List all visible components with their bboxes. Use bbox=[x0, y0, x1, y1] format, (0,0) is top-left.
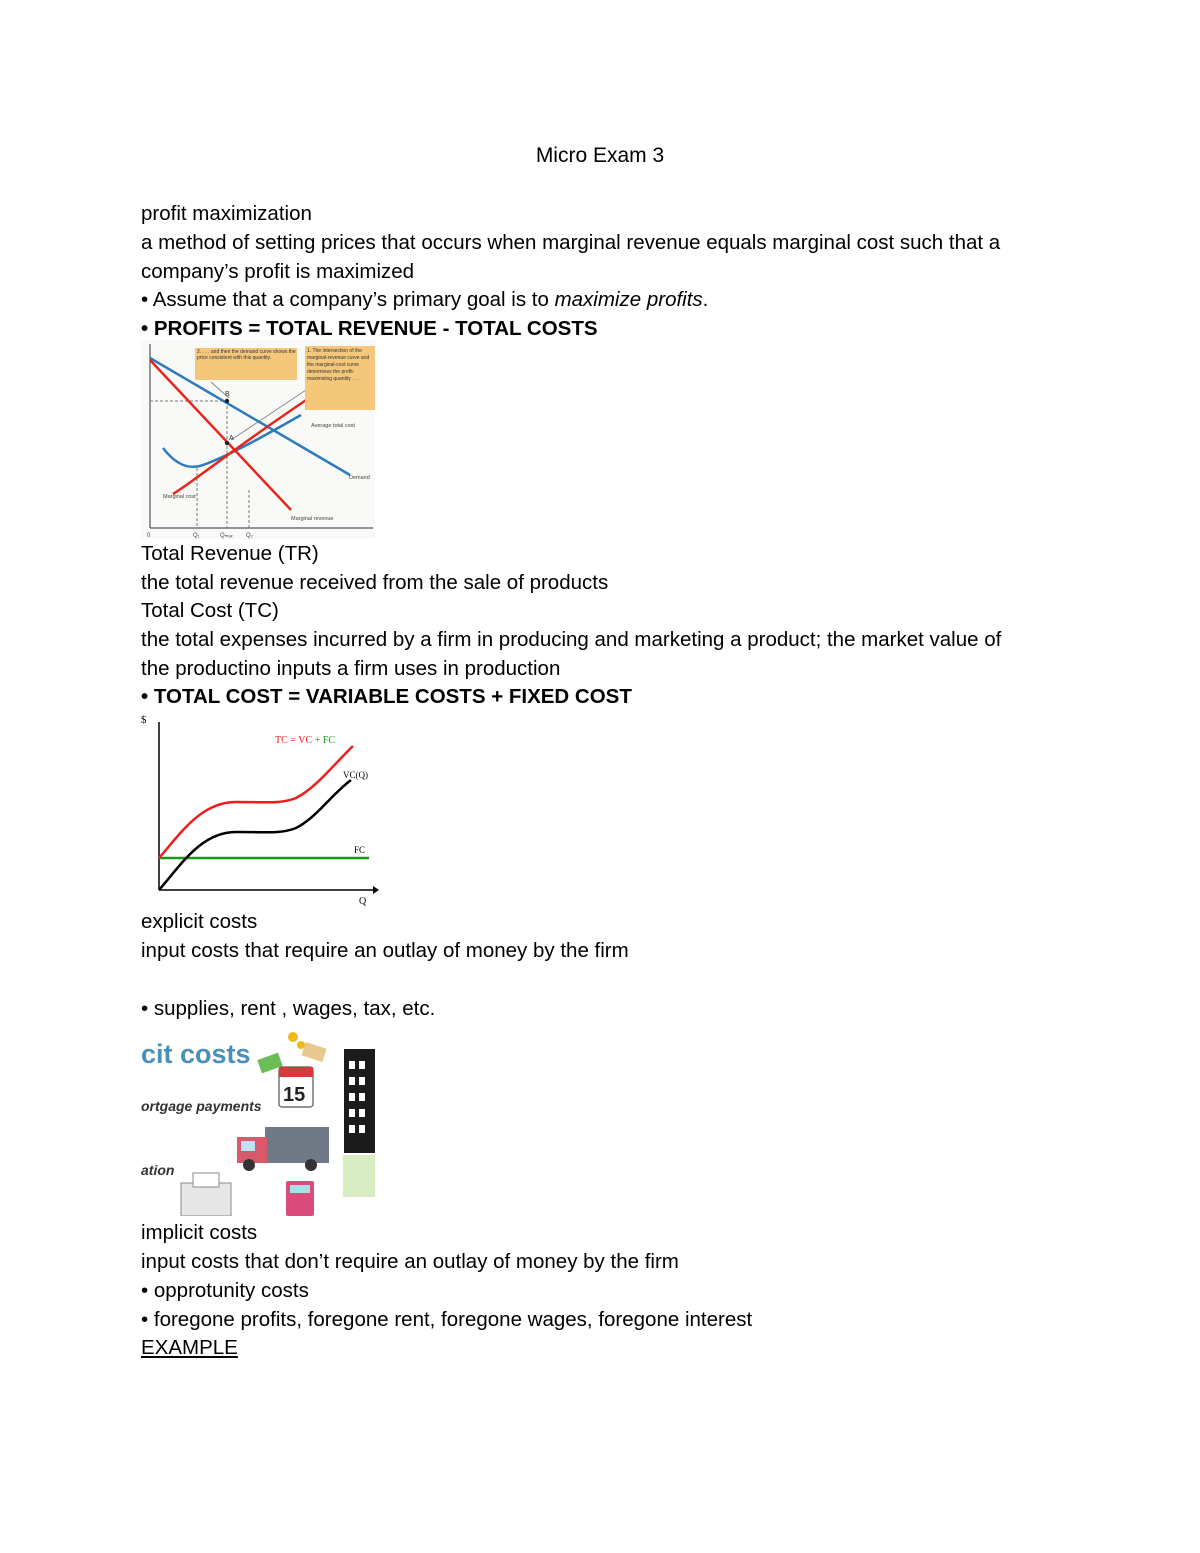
bullet-profit-goal-suffix: . bbox=[702, 288, 709, 311]
bullet-profit-goal-prefix: • Assume that a company’s primary goal is to bbox=[141, 288, 555, 311]
bullet-explicit-examples: • supplies, rent , wages, tax, etc. bbox=[141, 997, 436, 1020]
label-marginal-cost: Marginal cost bbox=[163, 494, 196, 500]
illustration-heading: cit costs bbox=[141, 1039, 251, 1069]
equation-equals: = bbox=[287, 735, 299, 746]
bullet-profit-goal bbox=[141, 286, 708, 314]
term-profit-maximization: profit maximization bbox=[141, 202, 312, 225]
note-intersection-text: 1. The intersection of the marginal-revenue curve and the marginal-cost curve determines the profit-maximizing quantity . . . bbox=[307, 348, 370, 382]
definition-total-cost-line2: the productino inputs a firm uses in production bbox=[141, 657, 561, 680]
tick-qmax: Qₘₐₓ bbox=[220, 533, 233, 539]
bullet-opportunity-costs: • opprotunity costs bbox=[141, 1279, 309, 1302]
label-marginal-revenue: Marginal revenue bbox=[291, 516, 334, 522]
note-demand-text: 2. . . . and then the demand curve shows the price consistent with this quantity. bbox=[197, 349, 296, 361]
example-heading: EXAMPLE bbox=[141, 1336, 238, 1359]
equation-vc: VC bbox=[298, 735, 313, 746]
label-fc: FC bbox=[354, 845, 366, 855]
explicit-costs-illustration bbox=[141, 1023, 375, 1216]
building-icon bbox=[344, 1049, 375, 1153]
tick-zero: 0 bbox=[147, 533, 151, 539]
label-point-b: B bbox=[225, 391, 230, 398]
label-vc: VC(Q) bbox=[343, 770, 368, 780]
equation-fc: FC bbox=[322, 735, 336, 746]
bullet-profit-formula: • PROFITS = TOTAL REVENUE - TOTAL COSTS bbox=[141, 317, 598, 340]
profit-maximization-graph bbox=[141, 340, 375, 539]
label-point-a: A bbox=[229, 435, 234, 442]
illustration-row-mortgage: ortgage payments bbox=[141, 1098, 262, 1114]
calendar-icon bbox=[279, 1067, 313, 1107]
calculator-icon bbox=[286, 1181, 314, 1216]
definition-profit-line2: company’s profit is maximized bbox=[141, 260, 415, 283]
axis-label-y: $ bbox=[141, 714, 147, 726]
label-average-total-cost: Average total cost bbox=[311, 423, 355, 429]
definition-explicit-costs: input costs that require an outlay of money by the firm bbox=[141, 939, 629, 962]
term-explicit-costs: explicit costs bbox=[141, 910, 258, 933]
bullet-foregone-items: • foregone profits, foregone rent, foregone wages, foregone interest bbox=[141, 1308, 753, 1331]
calendar-day: 15 bbox=[283, 1084, 306, 1106]
bullet-profit-goal-emphasis: maximize profits bbox=[554, 288, 703, 311]
bullet-total-cost-formula: • TOTAL COST = VARIABLE COSTS + FIXED COST bbox=[141, 685, 632, 708]
equation-tc: TC bbox=[275, 735, 288, 746]
label-demand: Demand bbox=[349, 475, 370, 481]
definition-profit-line1: a method of setting prices that occurs when marginal revenue equals marginal cost such that a bbox=[141, 231, 1001, 254]
sticky-note-icon bbox=[343, 1155, 375, 1197]
definition-total-cost-line1: the total expenses incurred by a firm in producing and marketing a product; the market value of bbox=[141, 628, 1002, 651]
axis-label-x: Q bbox=[359, 896, 367, 906]
tick-q2: Q₂ bbox=[246, 533, 253, 539]
point-b bbox=[225, 399, 229, 403]
tick-q1: Q₁ bbox=[193, 533, 200, 539]
term-total-cost: Total Cost (TC) bbox=[141, 599, 279, 622]
equation-plus: + bbox=[312, 735, 323, 746]
definition-implicit-costs: input costs that don’t require an outlay of money by the firm bbox=[141, 1250, 679, 1273]
illustration-row-ation: ation bbox=[141, 1162, 175, 1178]
equation-label bbox=[275, 735, 335, 746]
page-title: Micro Exam 3 bbox=[535, 144, 665, 167]
term-total-revenue: Total Revenue (TR) bbox=[141, 542, 319, 565]
definition-total-revenue: the total revenue received from the sale of products bbox=[141, 571, 609, 594]
term-implicit-costs: implicit costs bbox=[141, 1221, 258, 1244]
cost-curves-graph bbox=[141, 710, 381, 906]
